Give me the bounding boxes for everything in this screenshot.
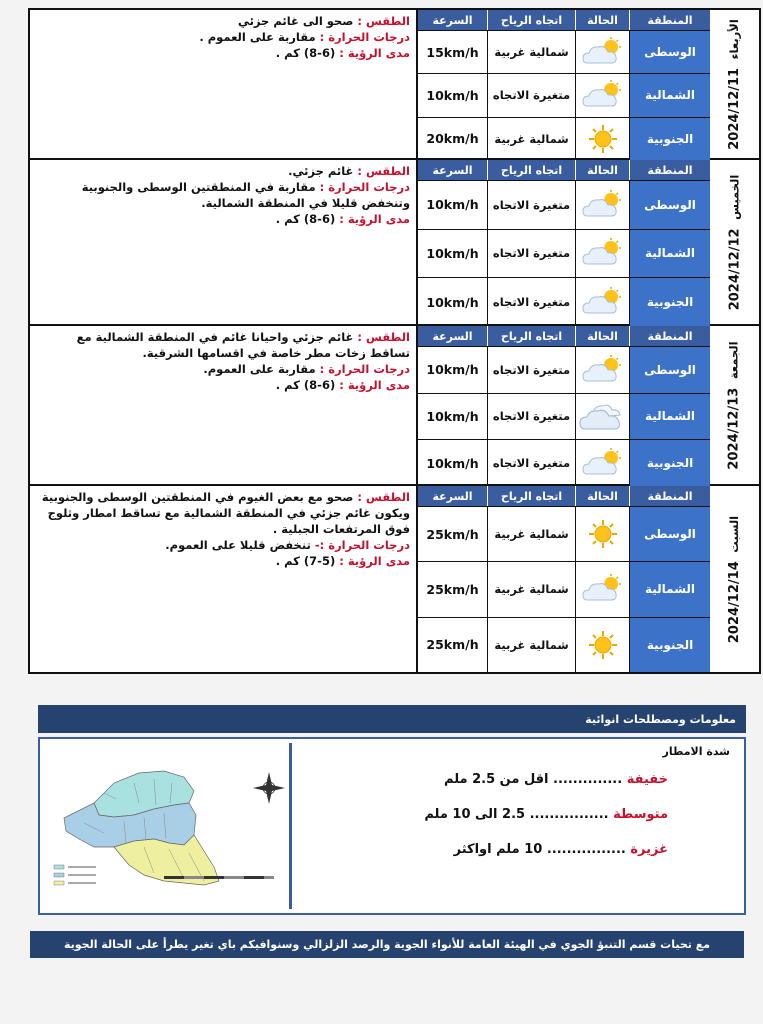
wind-direction: شمالية غربية: [488, 31, 576, 73]
table-row: [418, 506, 710, 561]
header-region: المنطقة: [630, 10, 710, 30]
table-row: [418, 180, 710, 229]
temperature-line: [36, 29, 410, 45]
table-header: [418, 160, 710, 180]
header-condition: الحالة: [576, 486, 630, 506]
wind-direction: متغيرة الاتجاه: [488, 394, 576, 440]
day-table: [418, 10, 710, 158]
forecast-day: [30, 10, 759, 160]
temperature-label: درجات الحرارة :: [319, 180, 410, 194]
weather-text: غائم جزئي.: [288, 164, 354, 178]
wind-speed: 25km/h: [418, 507, 488, 561]
temperature-line: [36, 537, 410, 553]
weather-label: الطقس :: [357, 330, 410, 344]
day-table: [418, 486, 710, 672]
partly-cloudy-icon: [576, 278, 630, 326]
date-text: 2024/12/11: [727, 67, 742, 150]
visibility-text: (6-8) كم .: [275, 378, 336, 392]
info-title: معلومات ومصطلحات انوائية: [38, 705, 746, 733]
visibility-label: مدى الرؤية :: [339, 212, 410, 226]
rain-item: [298, 842, 668, 857]
forecast-day: [30, 160, 759, 326]
wind-direction: متغيرة الاتجاه: [488, 347, 576, 393]
wind-speed: 25km/h: [418, 562, 488, 616]
day-table: [418, 160, 710, 324]
rain-name: غزيرة: [630, 842, 668, 857]
partly-cloudy-icon: [576, 31, 630, 73]
region-name: الوسطى: [630, 507, 710, 561]
visibility-label: مدى الرؤية :: [339, 378, 410, 392]
header-condition: الحالة: [576, 326, 630, 346]
header-speed: السرعة: [418, 486, 488, 506]
header-condition: الحالة: [576, 10, 630, 30]
weather-text: صحو مع بعض الغيوم في المنطقتين الوسطى والجنوبية ويكون غائم جزئي في المنطقة الشمالية مع تساقط امطار وثلوج فوق المرتفعات الجبلية .: [41, 490, 410, 536]
region-name: الجنوبية: [630, 278, 710, 326]
temperature-text: مقاربة في المنطقتين الوسطى والجنوبية وتنخفض قليلا في المنطقة الشمالية.: [81, 180, 410, 210]
wind-speed: 10km/h: [418, 230, 488, 278]
table-row: [418, 439, 710, 486]
header-direction: اتجاه الرياح: [488, 486, 576, 506]
wind-direction: متغيرة الاتجاه: [488, 230, 576, 278]
table-row: [418, 346, 710, 393]
table-row: [418, 30, 710, 73]
info-box: [38, 737, 746, 915]
forecast-grid: [28, 8, 761, 674]
weather-line: [36, 329, 410, 361]
date-text: 2024/12/14: [727, 560, 743, 643]
table-row: [418, 561, 710, 616]
header-direction: اتجاه الرياح: [488, 160, 576, 180]
region-name: الشمالية: [630, 74, 710, 116]
rain-title: شدة الامطار: [662, 745, 730, 758]
header-region: المنطقة: [630, 486, 710, 506]
table-header: [418, 326, 710, 346]
region-name: الشمالية: [630, 562, 710, 616]
visibility-text: (5-7) كم .: [275, 554, 336, 568]
partly-cloudy-icon: [576, 181, 630, 229]
table-row: [418, 73, 710, 116]
wind-speed: 10km/h: [418, 347, 488, 393]
weather-line: [36, 163, 410, 179]
cloudy-icon: [576, 394, 630, 440]
wind-speed: 10km/h: [418, 278, 488, 326]
day-date: [710, 160, 759, 324]
visibility-line: [36, 553, 410, 569]
day-table: [418, 326, 710, 484]
day-name: الجمعة: [727, 340, 741, 379]
day-description: [30, 10, 418, 158]
temperature-label: درجات الحرارة :-: [314, 538, 410, 552]
region-name: الجنوبية: [630, 618, 710, 672]
day-name: الخميس: [727, 174, 742, 220]
footer-banner: مع تحيات قسم التنبؤ الجوي في الهيئة العامة للأنواء الجوية والرصد الزلزالي وسنوافيكم باي تغير يطرأ على الحالة الجوية: [30, 931, 744, 958]
date-text: 2024/12/13: [727, 387, 742, 470]
rain-name: خفيفة: [626, 772, 668, 787]
table-row: [418, 229, 710, 278]
rain-dots: ................: [546, 842, 626, 857]
partly-cloudy-icon: [576, 562, 630, 616]
visibility-line: [36, 211, 410, 227]
table-row: [418, 117, 710, 160]
weather-label: الطقس :: [357, 14, 410, 28]
visibility-text: (6-8) كم .: [275, 212, 336, 226]
temperature-line: [36, 179, 410, 211]
visibility-label: مدى الرؤية :: [339, 46, 410, 60]
weather-label: الطقس :: [357, 490, 410, 504]
wind-direction: شمالية غربية: [488, 562, 576, 616]
temperature-text: تنخفض قليلا على العموم.: [165, 538, 311, 552]
day-description: [30, 486, 418, 672]
weather-text: صحو الى غائم جزئي: [237, 14, 354, 28]
table-row: [418, 277, 710, 326]
weather-line: [36, 489, 410, 537]
visibility-line: [36, 377, 410, 393]
table-row: [418, 617, 710, 672]
visibility-line: [36, 45, 410, 61]
header-speed: السرعة: [418, 10, 488, 30]
day-name: السبت: [727, 515, 742, 553]
wind-direction: متغيرة الاتجاه: [488, 181, 576, 229]
temperature-label: درجات الحرارة :: [319, 362, 410, 376]
wind-speed: 10km/h: [418, 181, 488, 229]
region-name: الجنوبية: [630, 118, 710, 160]
wind-direction: متغيرة الاتجاه: [488, 278, 576, 326]
header-region: المنطقة: [630, 160, 710, 180]
temperature-text: مقاربة على العموم.: [203, 362, 316, 376]
rain-value: اقل من 2.5 ملم: [444, 772, 549, 787]
partly-cloudy-icon: [576, 74, 630, 116]
rain-item: [298, 772, 668, 787]
region-map: [44, 743, 292, 909]
rain-name: متوسطة: [613, 807, 668, 822]
day-date: [710, 486, 759, 672]
wind-speed: 20km/h: [418, 118, 488, 160]
wind-direction: متغيرة الاتجاه: [488, 74, 576, 116]
header-speed: السرعة: [418, 160, 488, 180]
weather-line: [36, 13, 410, 29]
region-name: الجنوبية: [630, 440, 710, 486]
temperature-line: [36, 361, 410, 377]
wind-speed: 10km/h: [418, 440, 488, 486]
wind-direction: شمالية غربية: [488, 507, 576, 561]
wind-speed: 15km/h: [418, 31, 488, 73]
temperature-text: مقاربة على العموم .: [199, 30, 316, 44]
partly-cloudy-icon: [576, 347, 630, 393]
weather-label: الطقس :: [357, 164, 410, 178]
header-condition: الحالة: [576, 160, 630, 180]
sunny-icon: [576, 118, 630, 160]
sunny-icon: [576, 507, 630, 561]
wind-speed: 10km/h: [418, 74, 488, 116]
rain-dots: ................: [529, 807, 609, 822]
rain-value: 2.5 الى 10 ملم: [424, 807, 526, 822]
header-direction: اتجاه الرياح: [488, 326, 576, 346]
sunny-icon: [576, 618, 630, 672]
visibility-text: (6-8) كم .: [275, 46, 336, 60]
region-name: الوسطى: [630, 31, 710, 73]
region-name: الشمالية: [630, 394, 710, 440]
temperature-label: درجات الحرارة :: [319, 30, 410, 44]
weather-text: غائم جزئي واحيانا غائم في المنطقة الشمالية مع تساقط زخات مطر خاصة في اقسامها الشرقية.: [76, 330, 410, 360]
day-name: الأربعاء: [727, 18, 741, 59]
region-name: الوسطى: [630, 181, 710, 229]
partly-cloudy-icon: [576, 230, 630, 278]
forecast-day: [30, 486, 759, 672]
region-name: الشمالية: [630, 230, 710, 278]
forecast-day: [30, 326, 759, 486]
day-date: [710, 326, 759, 484]
day-description: [30, 160, 418, 324]
region-name: الوسطى: [630, 347, 710, 393]
header-region: المنطقة: [630, 326, 710, 346]
visibility-label: مدى الرؤية :: [339, 554, 410, 568]
wind-direction: شمالية غربية: [488, 118, 576, 160]
rain-dots: ..............: [553, 772, 623, 787]
date-text: 2024/12/12: [727, 227, 743, 310]
rain-item: [298, 807, 668, 822]
table-row: [418, 393, 710, 440]
rain-intensity: [298, 739, 742, 913]
header-speed: السرعة: [418, 326, 488, 346]
table-header: [418, 10, 710, 30]
day-description: [30, 326, 418, 484]
table-header: [418, 486, 710, 506]
wind-direction: شمالية غربية: [488, 618, 576, 672]
header-direction: اتجاه الرياح: [488, 10, 576, 30]
day-date: [710, 10, 759, 158]
partly-cloudy-icon: [576, 440, 630, 486]
wind-speed: 10km/h: [418, 394, 488, 440]
rain-value: 10 ملم اواكثر: [453, 842, 543, 857]
wind-speed: 25km/h: [418, 618, 488, 672]
wind-direction: متغيرة الاتجاه: [488, 440, 576, 486]
